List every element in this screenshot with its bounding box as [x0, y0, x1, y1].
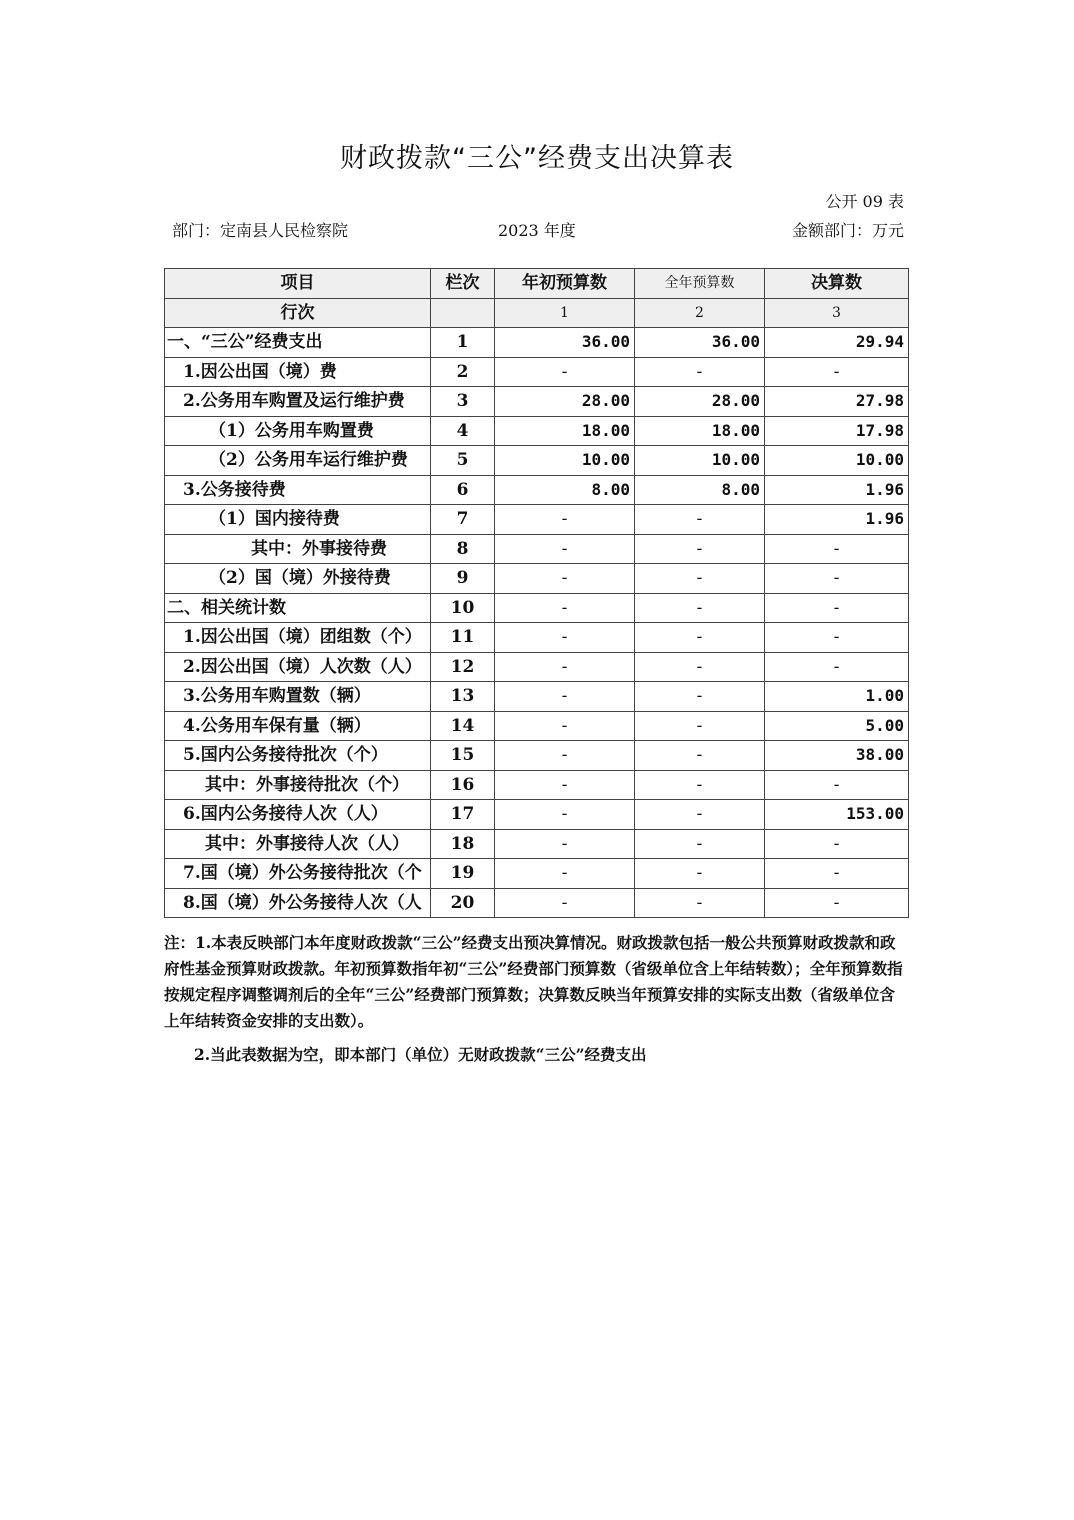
- table-row: [165, 682, 909, 712]
- row-line-number: 15: [431, 741, 495, 771]
- row-final-accounts: -: [765, 357, 909, 387]
- row-initial-budget: -: [495, 770, 635, 800]
- row-item-label: （1）公务用车购置费: [165, 416, 431, 446]
- row-initial-budget: -: [495, 357, 635, 387]
- row-full-year-budget: -: [635, 829, 765, 859]
- header-full-year-budget: 全年预算数: [635, 269, 765, 299]
- department-label: 部门：定南县人民检察院: [172, 221, 349, 240]
- row-final-accounts: 17.98: [765, 416, 909, 446]
- subheader-col-1: 1: [495, 298, 635, 328]
- row-item-label: （2）国（境）外接待费: [165, 564, 431, 594]
- row-final-accounts: 1.96: [765, 505, 909, 535]
- row-full-year-budget: -: [635, 682, 765, 712]
- row-final-accounts: 1.00: [765, 682, 909, 712]
- row-line-number: 5: [431, 446, 495, 476]
- page-title: 财政拨款“三公”经费支出决算表: [340, 143, 734, 174]
- row-initial-budget: -: [495, 888, 635, 918]
- table-row: [165, 328, 909, 358]
- row-final-accounts: -: [765, 593, 909, 623]
- row-initial-budget: -: [495, 711, 635, 741]
- table-row: [165, 534, 909, 564]
- row-initial-budget: -: [495, 859, 635, 889]
- note-2: 2.当此表数据为空，即本部门（单位）无财政拨款“三公”经费支出: [194, 1045, 647, 1064]
- row-initial-budget: -: [495, 505, 635, 535]
- header-final-accounts: 决算数: [765, 269, 909, 299]
- row-item-label: 3.公务用车购置数（辆）: [165, 682, 431, 712]
- row-item-label: 3.公务接待费: [165, 475, 431, 505]
- table-row: [165, 859, 909, 889]
- row-line-number: 3: [431, 387, 495, 417]
- table-row: [165, 593, 909, 623]
- row-full-year-budget: -: [635, 564, 765, 594]
- row-initial-budget: 18.00: [495, 416, 635, 446]
- row-final-accounts: -: [765, 564, 909, 594]
- row-final-accounts: -: [765, 888, 909, 918]
- table-row: [165, 357, 909, 387]
- subheader-col-3: 3: [765, 298, 909, 328]
- table-row: [165, 446, 909, 476]
- row-final-accounts: 29.94: [765, 328, 909, 358]
- row-initial-budget: -: [495, 741, 635, 771]
- row-final-accounts: 5.00: [765, 711, 909, 741]
- row-item-label: 一、“三公”经费支出: [165, 328, 431, 358]
- table-row: [165, 505, 909, 535]
- row-item-label: 1.因公出国（境）费: [165, 357, 431, 387]
- row-line-number: 16: [431, 770, 495, 800]
- row-line-number: 6: [431, 475, 495, 505]
- row-full-year-budget: -: [635, 859, 765, 889]
- row-item-label: （2）公务用车运行维护费: [165, 446, 431, 476]
- row-final-accounts: -: [765, 623, 909, 653]
- row-full-year-budget: -: [635, 770, 765, 800]
- row-line-number: 11: [431, 623, 495, 653]
- notes-section: [164, 930, 908, 1068]
- row-item-label: 4.公务用车保有量（辆）: [165, 711, 431, 741]
- table-row: [165, 387, 909, 417]
- row-full-year-budget: -: [635, 505, 765, 535]
- row-initial-budget: -: [495, 623, 635, 653]
- row-final-accounts: -: [765, 770, 909, 800]
- row-item-label: 1.因公出国（境）团组数（个）: [165, 623, 431, 653]
- row-line-number: 8: [431, 534, 495, 564]
- row-item-label: 8.国（境）外公务接待人次（人: [165, 888, 431, 918]
- form-number: 公开 09 表: [825, 192, 904, 211]
- row-line-number: 10: [431, 593, 495, 623]
- row-final-accounts: -: [765, 829, 909, 859]
- row-initial-budget: -: [495, 682, 635, 712]
- row-item-label: 2.公务用车购置及运行维护费: [165, 387, 431, 417]
- header-item: 项目: [165, 269, 431, 299]
- table-row: [165, 652, 909, 682]
- row-initial-budget: 36.00: [495, 328, 635, 358]
- table-row: [165, 623, 909, 653]
- table-row: [165, 475, 909, 505]
- row-final-accounts: -: [765, 859, 909, 889]
- table-row: [165, 741, 909, 771]
- row-full-year-budget: -: [635, 652, 765, 682]
- row-full-year-budget: -: [635, 888, 765, 918]
- subheader-blank: [431, 298, 495, 328]
- row-line-number: 18: [431, 829, 495, 859]
- row-initial-budget: -: [495, 534, 635, 564]
- row-initial-budget: 28.00: [495, 387, 635, 417]
- table-row: [165, 711, 909, 741]
- fiscal-year: 2023 年度: [498, 221, 576, 240]
- row-item-label: 2.因公出国（境）人次数（人）: [165, 652, 431, 682]
- row-item-label: 5.国内公务接待批次（个）: [165, 741, 431, 771]
- row-full-year-budget: -: [635, 357, 765, 387]
- row-initial-budget: -: [495, 564, 635, 594]
- row-line-number: 4: [431, 416, 495, 446]
- row-line-number: 20: [431, 888, 495, 918]
- row-full-year-budget: 10.00: [635, 446, 765, 476]
- row-final-accounts: 1.96: [765, 475, 909, 505]
- row-line-number: 17: [431, 800, 495, 830]
- row-final-accounts: 153.00: [765, 800, 909, 830]
- amount-unit: 金额部门：万元: [791, 221, 904, 240]
- table-header-row: [165, 269, 909, 299]
- expense-table: [164, 268, 909, 918]
- row-line-number: 9: [431, 564, 495, 594]
- row-full-year-budget: -: [635, 711, 765, 741]
- row-final-accounts: -: [765, 652, 909, 682]
- row-initial-budget: -: [495, 800, 635, 830]
- row-item-label: 二、相关统计数: [165, 593, 431, 623]
- row-initial-budget: -: [495, 829, 635, 859]
- row-line-number: 7: [431, 505, 495, 535]
- table-row: [165, 416, 909, 446]
- row-full-year-budget: 28.00: [635, 387, 765, 417]
- row-final-accounts: -: [765, 534, 909, 564]
- row-full-year-budget: -: [635, 534, 765, 564]
- row-full-year-budget: 36.00: [635, 328, 765, 358]
- table-subheader-row: [165, 298, 909, 328]
- subheader-row-no: 行次: [165, 298, 431, 328]
- row-initial-budget: -: [495, 593, 635, 623]
- note-1: 注：1.本表反映部门本年度财政拨款“三公”经费支出预决算情况。财政拨款包括一般公共预算财政拨款和政府性基金预算财政拨款。年初预算数指年初“三公”经费部门预算数（省级单位含上年结转数）；全年预算数指按规定程序调整调剂后的全年“三公”经费部门预算数；决算数反映当年预算安排的实际支出数（省级单位含上年结转资金安排的支出数）。: [164, 933, 903, 1030]
- header-initial-budget: 年初预算数: [495, 269, 635, 299]
- row-item-label: 其中：外事接待人次（人）: [165, 829, 431, 859]
- table-row: [165, 564, 909, 594]
- row-line-number: 12: [431, 652, 495, 682]
- row-final-accounts: 10.00: [765, 446, 909, 476]
- row-full-year-budget: 8.00: [635, 475, 765, 505]
- row-final-accounts: 27.98: [765, 387, 909, 417]
- row-item-label: （1）国内接待费: [165, 505, 431, 535]
- row-line-number: 19: [431, 859, 495, 889]
- row-item-label: 其中：外事接待费: [165, 534, 431, 564]
- row-final-accounts: 38.00: [765, 741, 909, 771]
- row-line-number: 14: [431, 711, 495, 741]
- row-initial-budget: 8.00: [495, 475, 635, 505]
- row-full-year-budget: -: [635, 623, 765, 653]
- table-row: [165, 888, 909, 918]
- table-row: [165, 800, 909, 830]
- row-item-label: 7.国（境）外公务接待批次（个: [165, 859, 431, 889]
- subheader-col-2: 2: [635, 298, 765, 328]
- row-item-label: 其中：外事接待批次（个）: [165, 770, 431, 800]
- row-line-number: 2: [431, 357, 495, 387]
- row-full-year-budget: -: [635, 741, 765, 771]
- row-initial-budget: 10.00: [495, 446, 635, 476]
- row-full-year-budget: 18.00: [635, 416, 765, 446]
- row-full-year-budget: -: [635, 593, 765, 623]
- row-initial-budget: -: [495, 652, 635, 682]
- table-row: [165, 829, 909, 859]
- row-line-number: 1: [431, 328, 495, 358]
- header-column-no: 栏次: [431, 269, 495, 299]
- row-line-number: 13: [431, 682, 495, 712]
- table-row: [165, 770, 909, 800]
- row-item-label: 6.国内公务接待人次（人）: [165, 800, 431, 830]
- row-full-year-budget: -: [635, 800, 765, 830]
